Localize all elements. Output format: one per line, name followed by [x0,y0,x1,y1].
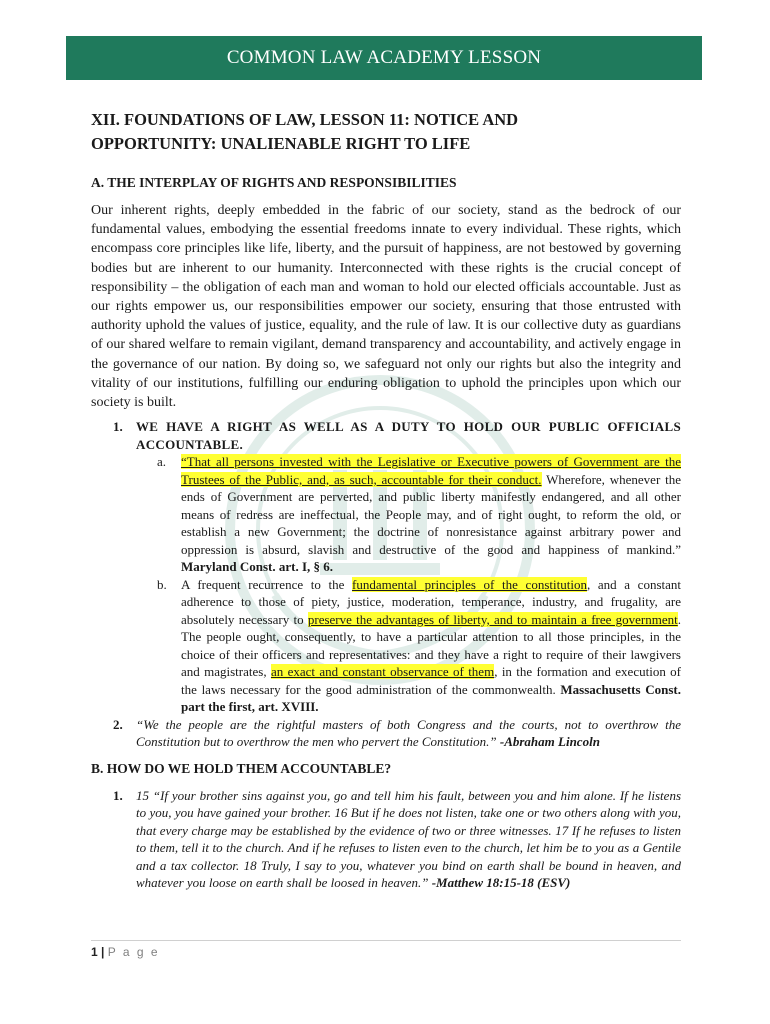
highlighted-phrase: preserve the advantages of liberty, and to maintain a free government [307,611,678,627]
highlighted-phrase: fundamental principles of the constitution [352,576,587,592]
lesson-title-line-1: XII. FOUNDATIONS OF LAW, LESSON 11: NOTICE AND [91,110,519,129]
citation: Maryland Const. art. I, § 6. [181,559,334,575]
sub-item-letter: b. [157,576,167,592]
quote-text: , and a constant adherence to those of piety, justice, moderation, temperance, industry, and frugality, are absolutely necessary to [181,576,681,627]
section-a-item-1 [91,418,681,716]
quote-text: Wherefore, whenever the ends of Government are perverted, and public liberty manifestly endangered, and all other means of redress are ineffectual, the People may, and of right ought, to reform the old, or establish a new Government; the doctrine of nonresistance against arbitrary power and oppression is absurd, slavish and destructive of the good and happiness of mankind.” [181,471,681,557]
item-number: 1. [113,419,123,435]
lesson-title [91,108,681,156]
banner-title: COMMON LAW ACADEMY LESSON [226,47,542,68]
page-number: 1 [91,945,98,959]
lesson-content [91,108,681,892]
section-a-heading: A. THE INTERPLAY OF RIGHTS AND RESPONSIBILITIES [91,175,457,190]
lincoln-quote: “We the people are the rightful masters of both Congress and the courts, not to overthrow the Constitution but to overthrow the men who pervert the Constitution.” [136,716,681,750]
highlighted-phrase: an exact and constant observance of them [270,664,495,680]
citation: Massachusetts Const. part the first, art. XVIII. [181,681,682,715]
sub-item-letter: a. [157,454,167,470]
item-number: 1. [113,787,123,803]
item-heading: WE HAVE A RIGHT AS WELL AS A DUTY TO HOLD OUR PUBLIC OFFICIALS ACCOUNTABLE. [136,419,681,452]
sub-item-b [136,576,681,716]
item-number: 2. [113,716,123,732]
footer-divider [91,940,681,941]
page-separator: | [101,945,105,959]
highlighted-quote: “That all persons invested with the Legislative or Executive powers of Government are the Trustees of the Public, and, as such, accountable for their conduct. [181,454,681,487]
sub-item-a [136,453,681,576]
lesson-title-line-2: OPPORTUNITY: UNALIENABLE RIGHT TO LIFE [91,134,471,153]
quote-text: . The people ought, consequently, to have a particular attention to all those principles, in the choice of their officers and representatives: and they have a right to require of their lawgivers and magistrates, [181,611,682,680]
page-word: P a g e [107,945,160,959]
section-a-paragraph: Our inherent rights, deeply embedded in the fabric of our society, stand as the bedrock of our fundamental values, embodying the essential freedoms innate to every individual. These rights, which encompass core principles like life, liberty, and the pursuit of happiness, are not bestowed by governing bodies but are inherent to our humanity. Interconnected with these rights is the crucial concept of responsibility – the obligation of each man and woman to hold our elected officials accountable. Just as our rights empower us, our responsibilities empower our society, ensuring that those entrusted with authority uphold the values of justice, equality, and the rule of law. It is our collective duty as guardians of our shared welfare to remain vigilant, demand transparency and accountability, and actively engage in the governance of our nation. By doing so, we safeguard not only our rights but also the integrity and vitality of our institutions, fulfilling our enduring obligation to uphold the principles upon which our society is built. [91,203,681,411]
section-b-heading: B. HOW DO WE HOLD THEM ACCOUNTABLE? [91,760,392,776]
section-b-item-1 [91,787,681,892]
quote-attribution: -Matthew 18:15-18 (ESV) [431,875,571,891]
section-a-item-2 [91,716,681,751]
quote-text: A frequent recurrence to the [181,576,353,592]
page-footer [91,945,160,959]
quote-attribution: -Abraham Lincoln [499,734,600,750]
quote-text: , in the formation and execution of the laws necessary for the good administration of the commonwealth. [181,664,682,697]
scripture-quote: 15 “If your brother sins against you, go and tell him his fault, between you and him alone. If he listens to you, you have gained your brother. 16 But if he does not listen, take one or two others along with you, that every charge may be established by the evidence of two or three witnesses. 17 If he refuses to listen to them, tell it to the church. And if he refuses to listen even to the church, let him be to you as a Gentile and a tax collector. 18 Truly, I say to you, whatever you bind on earth shall be bound in heaven, and whatever you loose on earth shall be loosed in heaven.” [136,787,681,891]
header-banner [66,36,702,80]
